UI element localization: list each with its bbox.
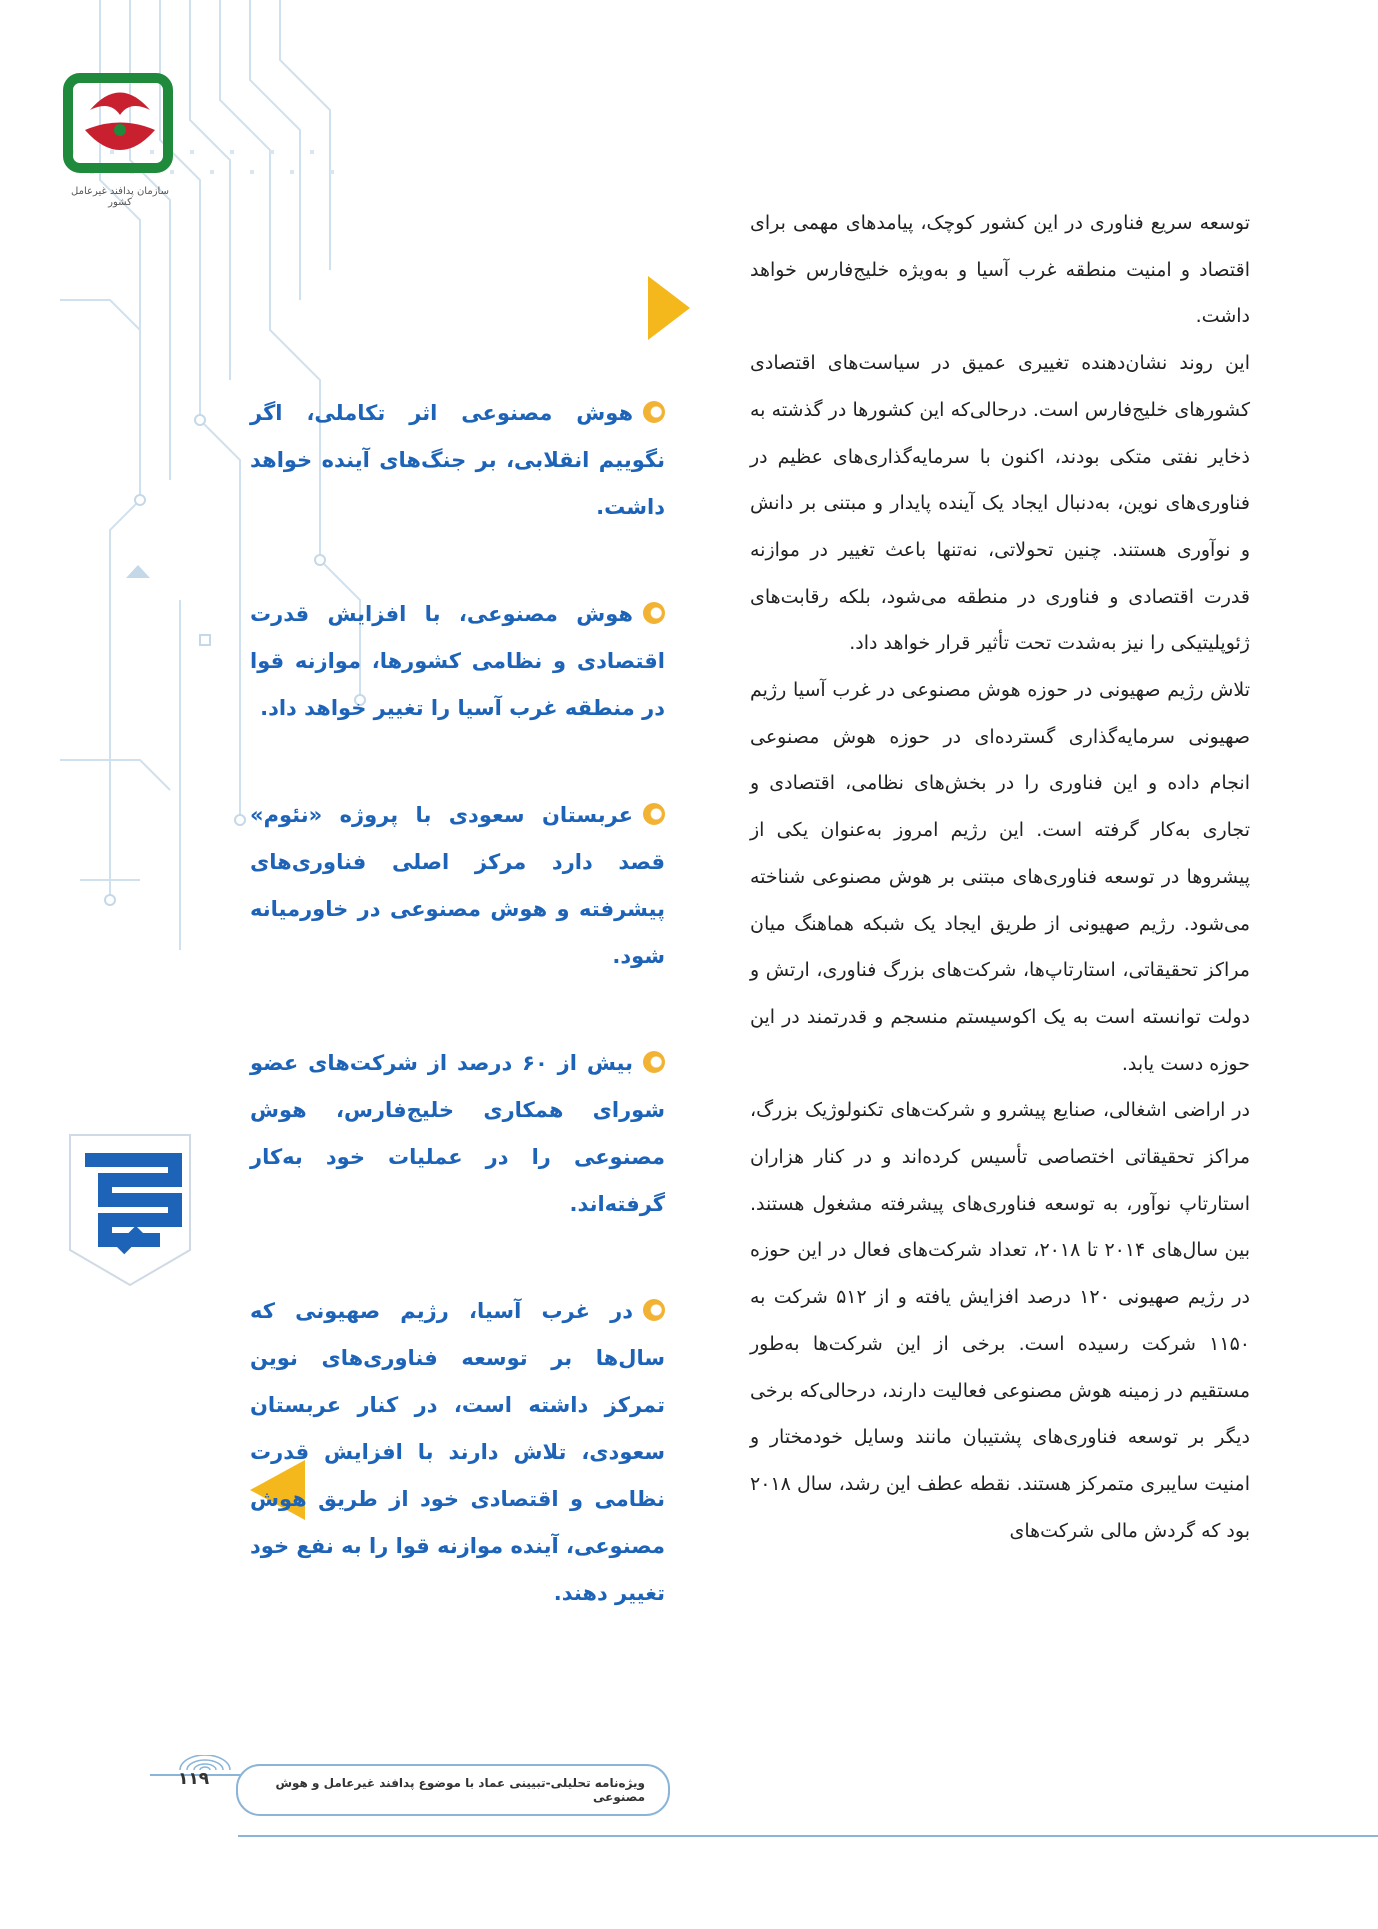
paragraph: توسعه سریع فناوری در این کشور کوچک، پیامدهای مهمی برای اقتصاد و امنیت منطقه غرب آسیا و به‌ویژه خلیج‌فارس خواهد داشت. [750, 212, 1250, 328]
highlight-item [250, 1288, 665, 1617]
bullet-icon [643, 602, 665, 624]
highlights-sidebar [250, 390, 665, 1677]
bullet-icon [643, 803, 665, 825]
highlight-item [250, 792, 665, 980]
page-number: ۱۱۹ [178, 1769, 210, 1789]
organization-emblem-icon [60, 70, 180, 180]
bullet-icon [643, 1051, 665, 1073]
main-article-text [750, 200, 1250, 1554]
highlight-item [250, 591, 665, 732]
highlight-item [250, 1040, 665, 1228]
bullet-icon [643, 401, 665, 423]
highlight-text: بیش از ۶۰ درصد از شرکت‌های عضو شورای همکاری خلیج‌فارس، هوش مصنوعی را در عملیات خود به‌کار گرفته‌اند. [250, 1051, 665, 1216]
highlight-text: هوش مصنوعی، با افزایش قدرت اقتصادی و نظامی کشورها، موازنه قوا در منطقه غرب آسیا را تغییر خواهد داد. [250, 602, 665, 720]
footer-title: ویژه‌نامه تحلیلی-تبیینی عماد با موضوع پدافند غیرعامل و هوش مصنوعی [275, 1776, 645, 1804]
triangle-decoration-top [648, 276, 690, 340]
paragraph: این روند نشان‌دهنده تغییری عمیق در سیاست‌های اقتصادی کشورهای خلیج‌فارس است. درحالی‌که این کشورها در گذشته به ذخایر نفتی متکی بودند، اکنون با سرمایه‌گذاری‌های عظیم در فناوری‌های نوین، به‌دنبال ایجاد یک آینده پایدار و مبتنی بر دانش و نوآوری هستند. چنین تحولاتی، نه‌تنها باعث تغییر در موازنه قدرت اقتصادی و فناوری در منطقه می‌شود، بلکه رقابت‌های ژئوپلیتیکی را نیز به‌شدت تحت تأثیر قرار خواهد داد. [750, 352, 1250, 655]
highlight-item [250, 390, 665, 531]
highlight-text: در غرب آسیا، رژیم صهیونی که سال‌ها بر توسعه فناوری‌های نوین تمرکز داشته است، در کنار عربستان سعودی، تلاش دارند با افزایش قدرت نظامی و اقتصادی خود از طریق هوش مصنوعی، آینده موازنه قوا را به نفع خود تغییر دهند. [250, 1299, 665, 1605]
highlight-text: هوش مصنوعی اثر تکاملی، اگر نگوییم انقلابی، بر جنگ‌های آینده خواهد داشت. [250, 401, 665, 519]
paragraph: در اراضی اشغالی، صنایع پیشرو و شرکت‌های تکنولوژیک بزرگ، مراکز تحقیقاتی اختصاصی تأسیس کرده‌اند و در کنار هزاران استارتاپ نوآور، به توسعه فناوری‌های پیشرفته مشغول هستند. بین سال‌های ۲۰۱۴ تا ۲۰۱۸، تعداد شرکت‌های فعال در این حوزه در رژیم صهیونی ۱۲۰ درصد افزایش یافته و از ۵۱۲ شرکت به ۱۱۵۰ شرکت رسیده است. برخی از این شرکت‌ها به‌طور مستقیم در زمینه هوش مصنوعی فعالیت دارند، درحالی‌که برخی دیگر بر توسعه فناوری‌های پشتیبان مانند وسایل خودمختار و امنیت سایبری متمرکز هستند. نقطه عطف این رشد، سال ۲۰۱۸ بود که گردش مالی شرکت‌های [750, 1099, 1251, 1542]
organization-caption: سازمان پدافند غیرعامل کشور [71, 186, 169, 208]
highlight-text: عربستان سعودی با پروژه «نئوم» قصد دارد مرکز اصلی فناوری‌های پیشرفته و هوش مصنوعی در خاورمیانه شود. [250, 803, 665, 968]
paragraph: تلاش رژیم صهیونی در حوزه هوش مصنوعی در غرب آسیا رژیم صهیونی سرمایه‌گذاری گسترده‌ای در حوزه هوش مصنوعی انجام داده و این فناوری را در بخش‌های نظامی، اقتصادی و تجاری به‌کار گرفته است. این رژیم امروز به‌عنوان یکی از پیشروها در توسعه فناوری‌های مبتنی بر هوش مصنوعی شناخته می‌شود. رژیم صهیونی از طریق ایجاد یک شبکه هماهنگ میان مراکز تحقیقاتی، استارتاپ‌ها، شرکت‌های بزرگ فناوری، ارتش و دولت توانسته است به یک اکوسیستم منسجم و قدرتمند در این حوزه دست یابد. [750, 679, 1250, 1075]
footer-bottom-divider [238, 1835, 1378, 1837]
emad-logo-icon [60, 1130, 200, 1290]
bullet-icon [643, 1299, 665, 1321]
organization-logo [60, 70, 180, 208]
